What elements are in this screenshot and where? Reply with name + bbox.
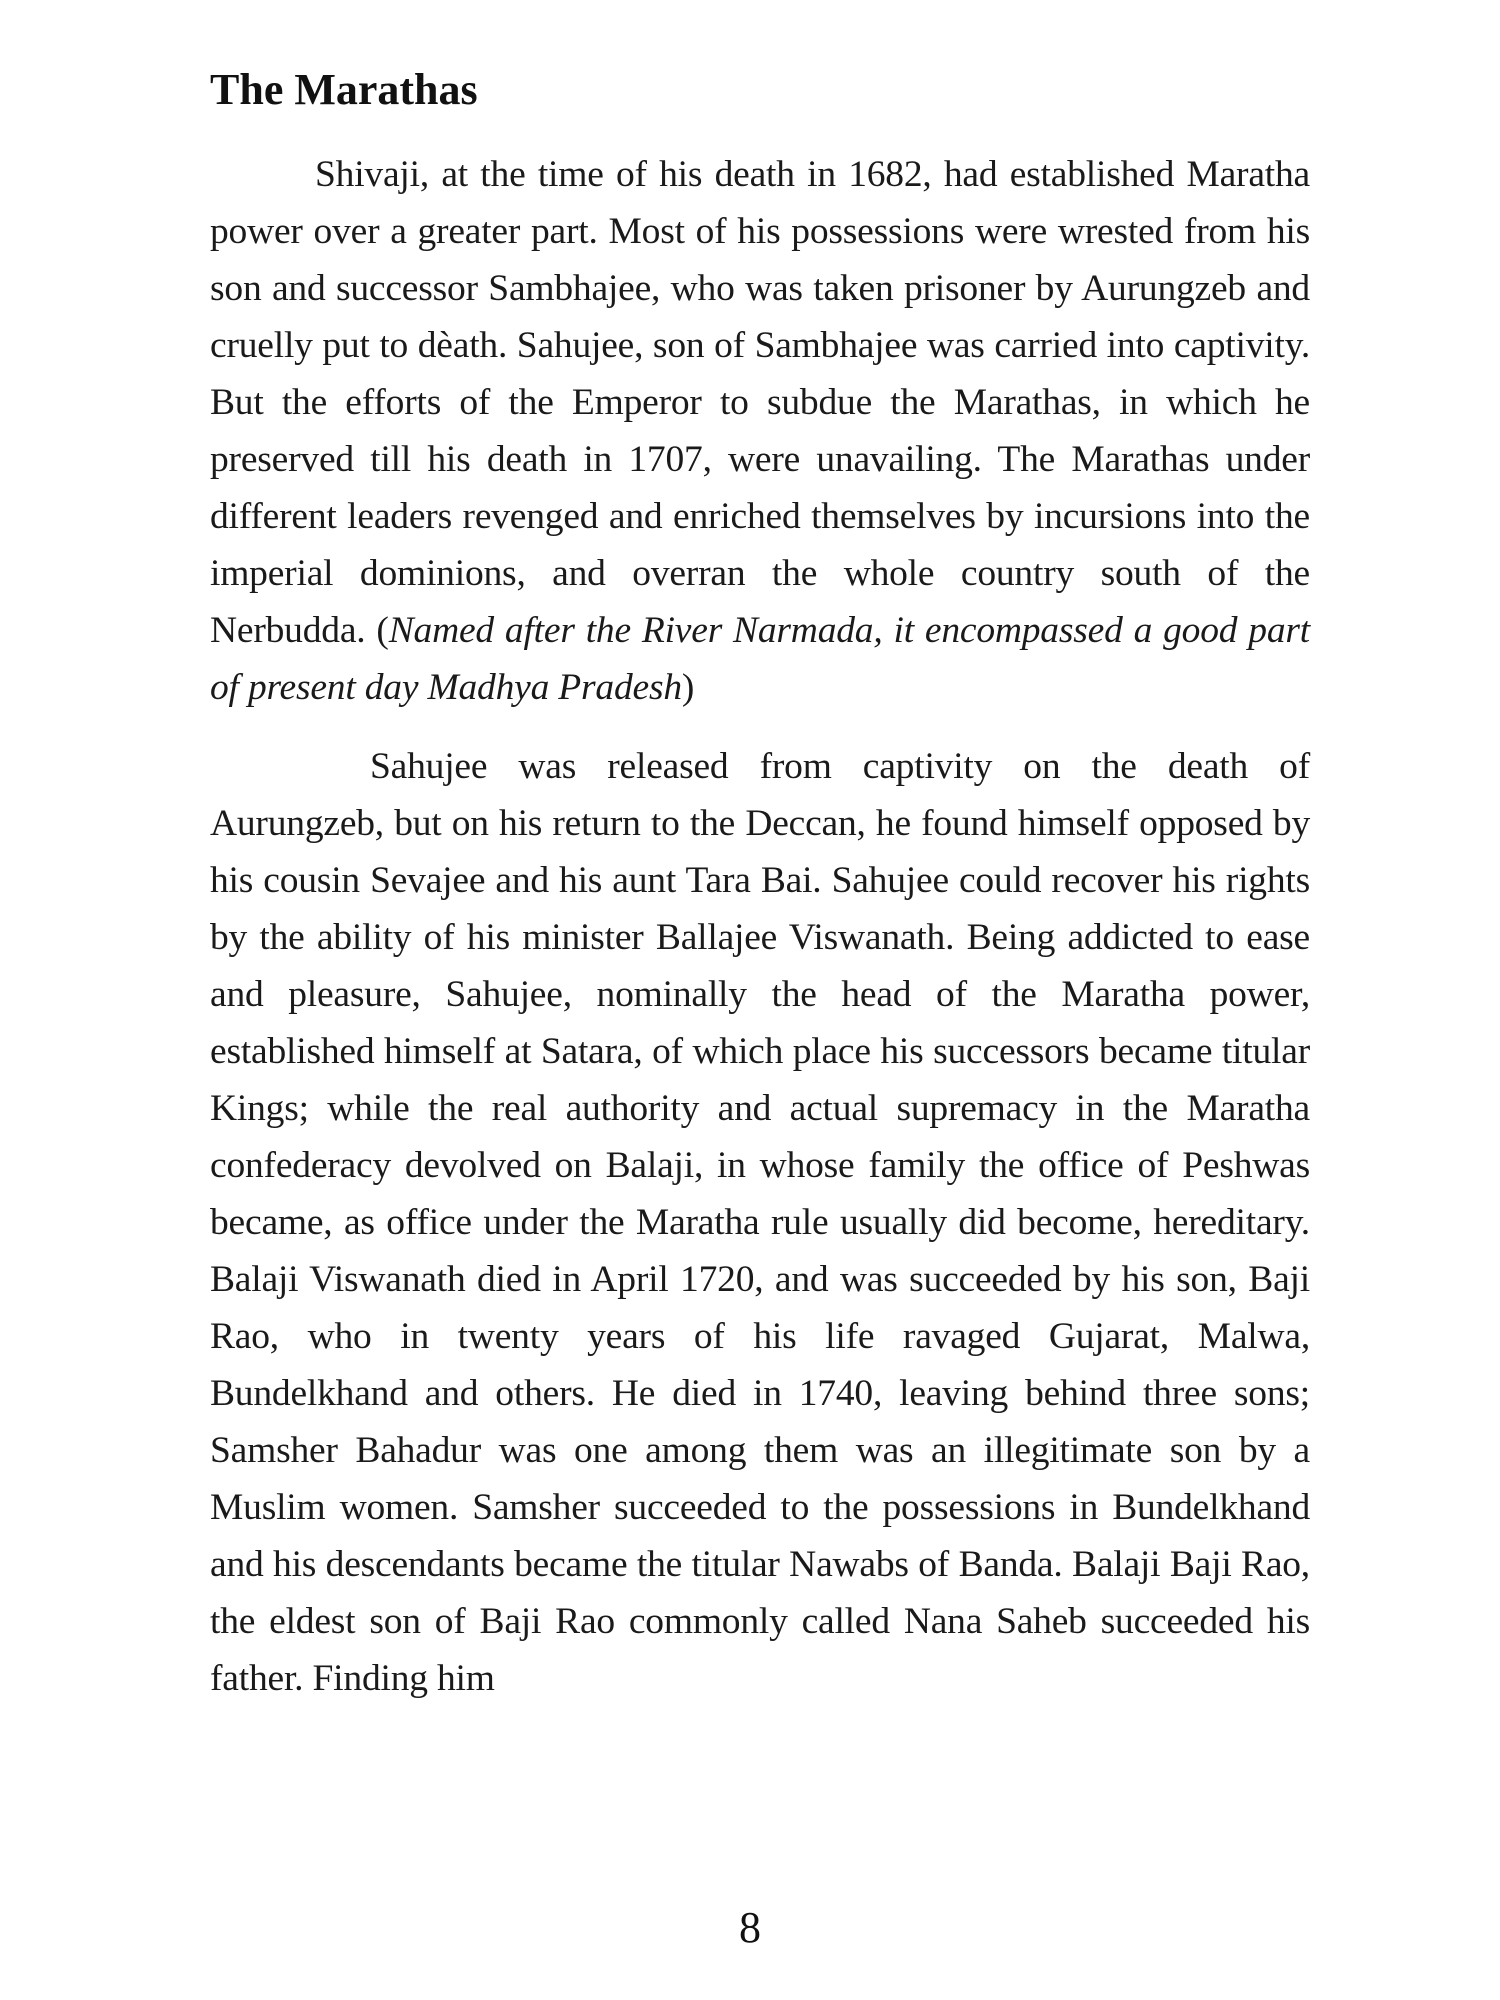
- paragraph-1: [210, 146, 1310, 716]
- page-number: 8: [739, 1903, 761, 1952]
- paragraph-1-text: Shivaji, at the time of his death in 1682, had established Maratha power over a greater part. Most of his possessions were wrested from his son and successor Sambhajee, who was taken prisoner by Aurungzeb and cruelly put to dèath. Sahujee, son of Sambhajee was carried into captivity. But the efforts of the Emperor to subdue the Marathas, in which he preserved till his death in 1707, were unavailing. The Marathas under different leaders revenged and enriched themselves by incursions into the imperial dominions, and overran the whole country south of the Nerbudda. (: [210, 154, 1310, 651]
- paragraph-1-closing: ): [681, 667, 695, 708]
- paragraph-2: Sahujee was released from captivity on the death of Aurungzeb, but on his return to the Deccan, he found himself opposed by his cousin Sevajee and his aunt Tara Bai. Sahujee could recover his rights by the ability of his minister Ballajee Viswanath. Being addicted to ease and pleasure, Sahujee, nominally the head of the Maratha power, established himself at Satara, of which place his successors became titular Kings; while the real authority and actual supremacy in the Maratha confederacy devolved on Balaji, in whose family the office of Peshwas became, as office under the Maratha rule usually did become, hereditary. Balaji Viswanath died in April 1720, and was succeeded by his son, Baji Rao, who in twenty years of his life ravaged Gujarat, Malwa, Bundelkhand and others. He died in 1740, leaving behind three sons; Samsher Bahadur was one among them was an illegitimate son by a Muslim women. Samsher succeeded to the possessions in Bundelkhand and his descendants became the titular Nawabs of Banda. Balaji Baji Rao, the eldest son of Baji Rao commonly called Nana Saheb succeeded his father. Finding him: [210, 746, 1310, 1699]
- paragraph-1-italic-note: Named after the River Narmada, it encompassed a good part of present day Madhya Pradesh: [210, 610, 1311, 708]
- page-title: The Marathas: [210, 65, 478, 114]
- page-body: [210, 62, 1310, 1707]
